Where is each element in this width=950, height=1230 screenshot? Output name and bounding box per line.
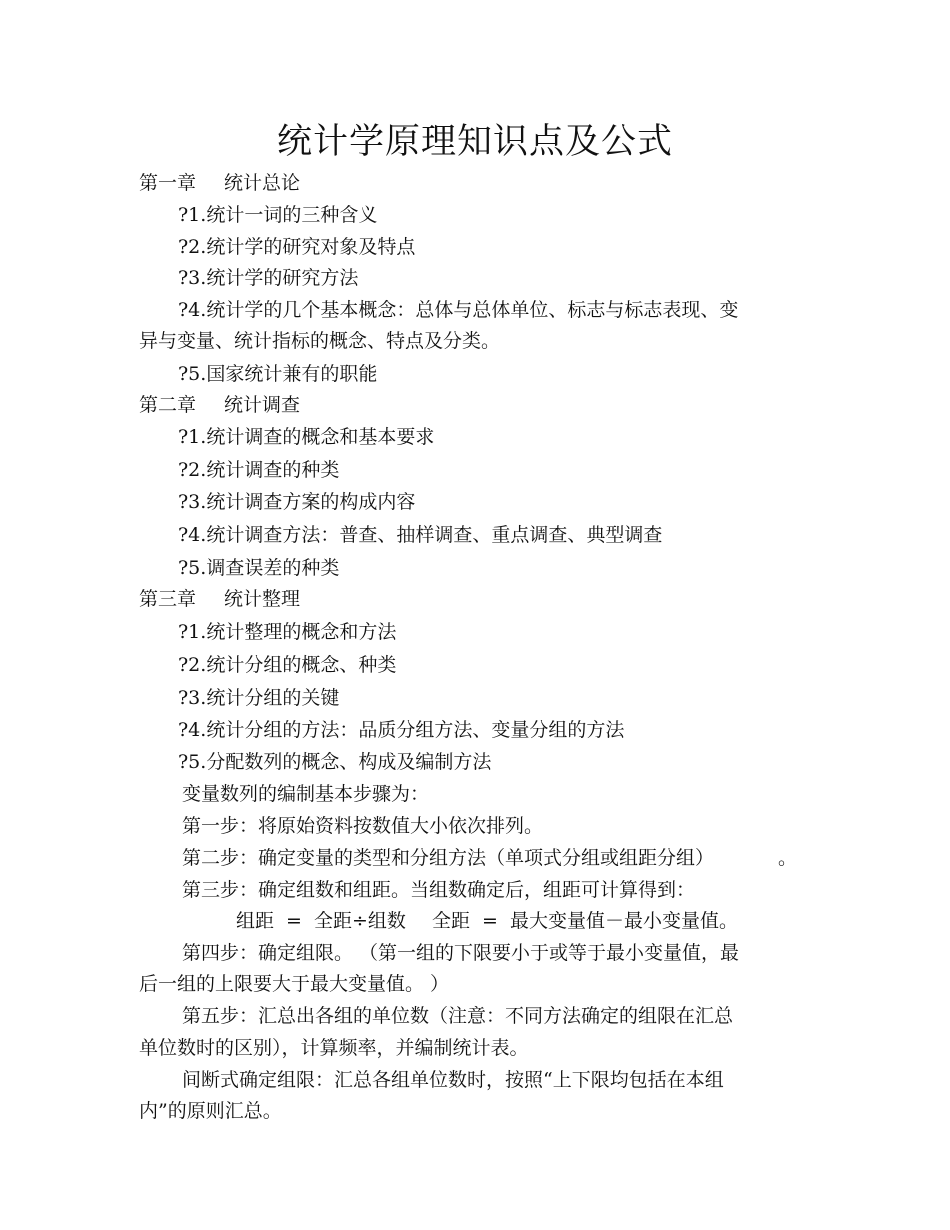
list-item: ?2.统计调查的种类 xyxy=(178,459,340,481)
step-3: 第三步：确定组数和组距。当组数确定后，组距可计算得到： xyxy=(182,879,696,901)
list-item: ?1.统计调查的概念和基本要求 xyxy=(178,426,435,448)
chapter-name: 统计总论 xyxy=(224,172,301,194)
steps-intro: 变量数列的编制基本步骤为： xyxy=(182,783,430,805)
list-item: ?3.统计分组的关键 xyxy=(178,687,340,709)
formula-term: 全距÷组数 xyxy=(314,910,406,932)
formula-term: 全距 xyxy=(431,910,470,932)
list-item: ?4.统计调查方法：普查、抽样调查、重点调查、典型调查 xyxy=(178,524,663,546)
discrete-limits-note-continuation: 内”的原则汇总。 xyxy=(139,1100,282,1122)
list-item: ?5.分配数列的概念、构成及编制方法 xyxy=(178,751,492,773)
chapter-name: 统计整理 xyxy=(224,588,301,610)
list-item: ?4.统计学的几个基本概念：总体与总体单位、标志与标志表现、变 xyxy=(178,299,739,321)
chapter-heading xyxy=(139,169,300,197)
list-item: ?3.统计学的研究方法 xyxy=(178,267,359,289)
list-item-continuation: 异与变量、统计指标的概念、特点及分类。 xyxy=(139,330,501,352)
equals-sign: = xyxy=(481,910,498,932)
chapter-label: 第三章 xyxy=(139,588,197,610)
equals-sign: = xyxy=(286,910,302,932)
chapter-label: 第二章 xyxy=(139,394,197,416)
chapter-name: 统计调查 xyxy=(224,394,301,416)
step-5: 第五步：汇总出各组的单位数（注意：不同方法确定的组限在汇总 xyxy=(182,1005,734,1027)
group-width-formula xyxy=(236,907,738,935)
formula-term: 最大变量值－最小变量值。 xyxy=(509,910,738,932)
chapter-label: 第一章 xyxy=(139,172,197,194)
list-item: ?5.国家统计兼有的职能 xyxy=(178,363,378,385)
document-title: 统计学原理知识点及公式 xyxy=(276,122,673,162)
chapter-heading xyxy=(139,391,300,419)
list-item: ?2.统计分组的概念、种类 xyxy=(178,654,397,676)
list-item: ?5.调查误差的种类 xyxy=(178,557,340,579)
list-item: ?3.统计调查方案的构成内容 xyxy=(178,491,416,513)
step-2: 第二步：确定变量的类型和分组方法（单项式分组或组距分组） xyxy=(182,847,715,869)
step-4-continuation: 后一组的上限要大于最大变量值。 ） xyxy=(139,973,450,995)
chapter-heading xyxy=(139,585,300,613)
step-2-trailing-period: 。 xyxy=(778,847,798,869)
list-item: ?1.统计整理的概念和方法 xyxy=(178,621,397,643)
list-item: ?4.统计分组的方法：品质分组方法、变量分组的方法 xyxy=(178,719,625,741)
discrete-limits-note: 间断式确定组限：汇总各组单位数时，按照“上下限均包括在本组 xyxy=(182,1069,724,1091)
list-item: ?1.统计一词的三种含义 xyxy=(178,204,378,226)
list-item: ?2.统计学的研究对象及特点 xyxy=(178,236,416,258)
step-1: 第一步：将原始资料按数值大小依次排列。 xyxy=(182,815,544,837)
formula-term: 组距 xyxy=(236,910,275,932)
step-5-continuation: 单位数时的区别），计算频率，并编制统计表。 xyxy=(139,1037,529,1059)
step-4: 第四步：确定组限。 （第一组的下限要小于或等于最小变量值，最 xyxy=(182,942,740,964)
